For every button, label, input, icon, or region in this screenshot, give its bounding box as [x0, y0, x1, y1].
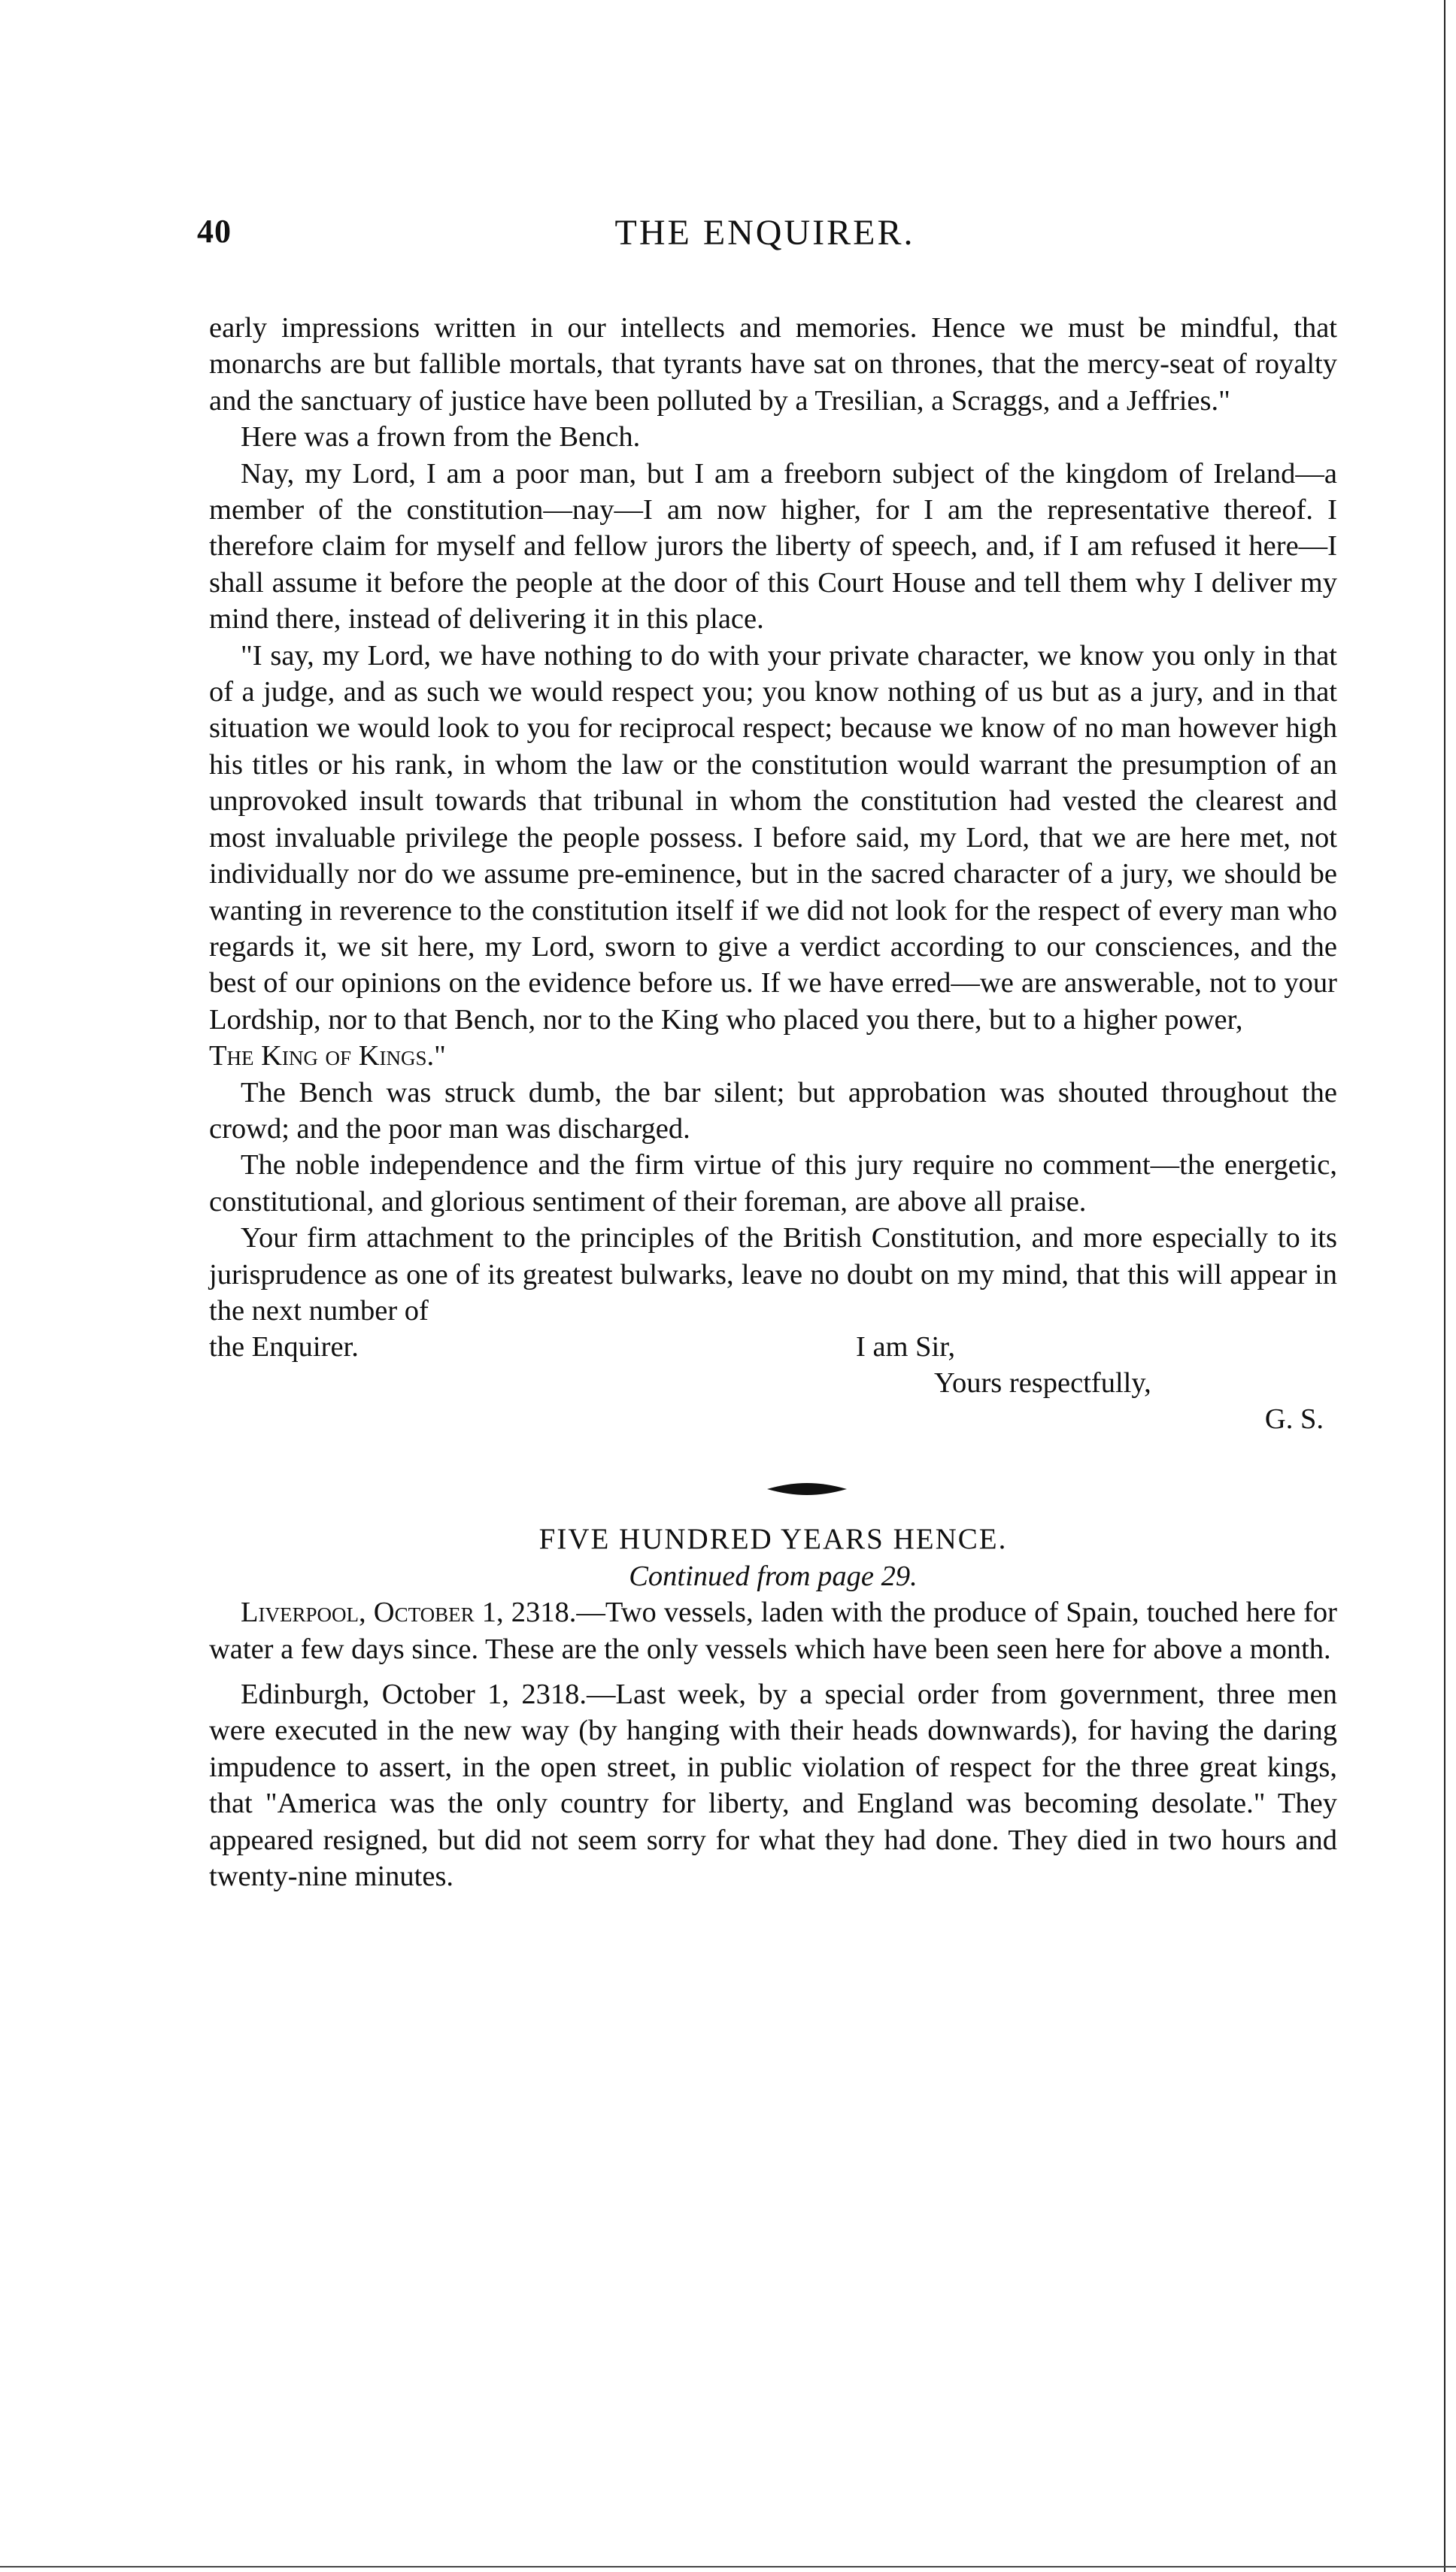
section-paragraph-1-text: —Two vessels, laden with the produce of Spain, touched here for water a few days since. These are the only vessels which have been seen here for above a month. — [209, 1597, 1337, 1665]
closing-left: the Enquirer. — [209, 1331, 359, 1363]
section-paragraph-1-lead: Liverpool, October 1, 2318. — [241, 1597, 577, 1629]
running-title: THE ENQUIRER. — [614, 213, 915, 253]
closing-yours: Yours respectfully, — [934, 1367, 1151, 1400]
section-paragraph-1 — [209, 1594, 1337, 1667]
letter-paragraph-2: Here was a frown from the Bench. — [241, 421, 641, 453]
page-body — [209, 310, 1337, 1894]
letter-paragraph-6: The noble independence and the firm virtue of this jury require no comment—the energetic, constitutional, and glorious sentiment of their foreman, are above all praise. — [209, 1149, 1337, 1218]
letter-paragraph-3: Nay, my Lord, I am a poor man, but I am a freeborn subject of the kingdom of Ireland—a member of the constitution—nay—I am now higher, for I am the representative thereof. I therefore claim for myself and fellow jurors the liberty of speech, and, if I am refused it here—I shall assume it before the people at the door of this Court House and tell them why I deliver my mind there, instead of delivering it in this place. — [209, 457, 1337, 635]
section-divider — [209, 1437, 1337, 1521]
closing-mid: I am Sir, — [856, 1331, 956, 1363]
section-paragraph-2 — [209, 1676, 1337, 1894]
letter-paragraph-5: The Bench was struck dumb, the bar silent; but approbation was shouted throughout the crowd; and the poor man was discharged. — [209, 1076, 1337, 1145]
page-edge-rule — [1444, 0, 1445, 2572]
letter-paragraph-4-text: "I say, my Lord, we have nothing to do with your private character, we know you only in that of a judge, and as such we would respect you; you know nothing of us but as a jury, and in that situation we would look to you for reciprocal respect; because we know of no man however high his titles or his rank, in whom the law or the constitution would warrant the presumption of an unprovoked insult towards that tribunal in whom the constitution had vested the clearest and most invaluable privilege the people possess. I before said, my Lord, that we are here met, not individually nor do we assume pre-eminence, but in the sacred character of a jury, we should be wanting in reverence to the constitution itself if we did not look for the respect of every man who regards it, we sit here, my Lord, sworn to give a verdict according to our consciences, and the best of our opinions on the evidence before us. If we have erred—we are answerable, not to your Lordship, nor to that Bench, nor to the King who placed you there, but to a higher power, — [209, 639, 1337, 1036]
letter-paragraph-1: early impressions written in our intellects and memories. Hence we must be mindful, that monarchs are but fallible mortals, that tyrants have sat on thrones, that the mercy-seat of royalty and the sanctuary of justice have been polluted by a Tresilian, a Scraggs, and a Jeffries." — [209, 312, 1337, 417]
letter-signoff — [209, 1329, 1337, 1437]
section-paragraph-2-lead: Edinburgh, October 1, 2318. — [241, 1679, 587, 1710]
page-header — [197, 212, 1333, 265]
section-paragraph-2-text: —Last week, by a special order from government, three men were executed in the new way (by hanging with their heads downwards), for having the daring impudence to assert, in the open street, in public violation of respect for the three great kings, that "America was the only country for liberty, and England was becoming desolate." They appeared resigned, but did not seem sorry for what they had done. They died in two hours and twenty-nine minutes. — [209, 1679, 1337, 1893]
page-bottom-rule — [0, 2566, 1456, 2567]
section-subtitle: Continued from page 29. — [629, 1560, 918, 1592]
section-title: FIVE HUNDRED YEARS HENCE. — [538, 1523, 1008, 1556]
paragraph-spacer — [209, 1667, 1337, 1676]
letter-paragraph-4 — [209, 638, 1337, 1075]
letter-paragraph-7: Your firm attachment to the principles of the British Constitution, and more especially to its jurisprudence as one of its greatest bulwarks, leave no doubt on my mind, that this will appear in the next number of — [209, 1222, 1337, 1327]
divider-ornament — [766, 1481, 848, 1497]
page-number: 40 — [197, 213, 232, 250]
signature: G. S. — [1264, 1403, 1324, 1436]
letter-paragraph-4-end: The King of Kings." — [209, 1040, 446, 1072]
